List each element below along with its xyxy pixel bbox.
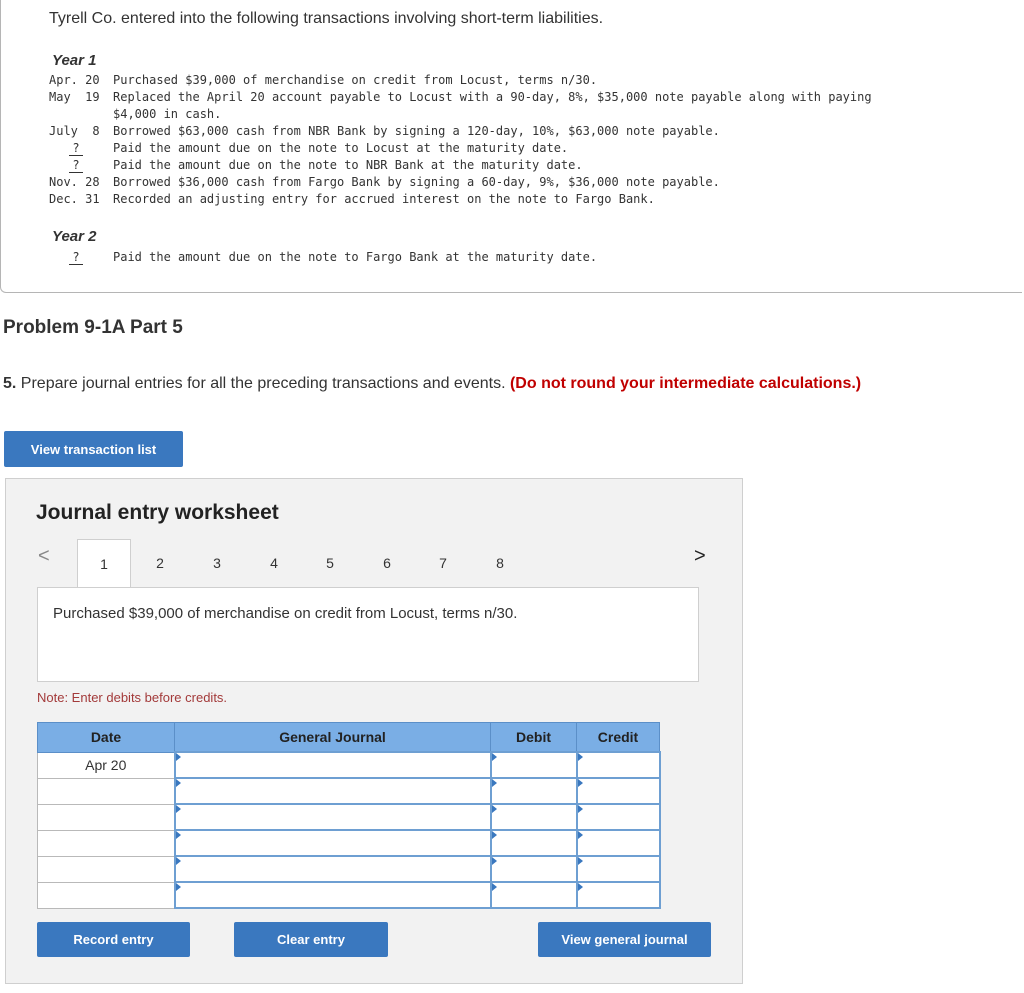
part-title: Problem 9-1A Part 5 [3,317,183,338]
tx-date-unknown: ? [50,249,102,266]
journal-entry-worksheet [5,478,743,984]
tx-date: Dec. 31 [49,192,100,206]
record-entry-button[interactable]: Record entry [37,922,190,957]
tx-date: July 8 [49,124,100,138]
tx-date: Apr. 20 [49,73,100,87]
tx-description: Paid the amount due on the note to Locust at the maturity date. [113,141,569,155]
tab-1[interactable]: 1 [77,539,131,588]
view-transaction-list-button[interactable]: View transaction list [4,431,183,467]
view-general-journal-button[interactable]: View general journal [538,922,711,957]
tab-7[interactable]: 7 [439,555,447,571]
tx-description: Paid the amount due on the note to NBR Bank at the maturity date. [113,158,583,172]
tx-date-unknown: ? [50,157,102,174]
year-1-heading: Year 1 [52,52,97,69]
tab-2[interactable]: 2 [156,555,164,571]
table-row [38,856,660,882]
debit-input[interactable] [491,882,577,908]
tx-description: Replaced the April 20 account payable to Locust with a 90-day, 8%, $35,000 note payable along with paying [113,90,872,104]
tx-description: Borrowed $36,000 cash from Fargo Bank by signing a 60-day, 9%, $36,000 note payable. [113,175,720,189]
account-input[interactable] [175,882,491,908]
table-row [38,752,660,778]
debit-input[interactable] [491,752,577,778]
date-cell [38,778,175,804]
date-cell: Apr 20 [38,752,175,778]
table-row [38,778,660,804]
table-row [38,882,660,908]
credit-input[interactable] [577,804,660,830]
tx-description: Borrowed $63,000 cash from NBR Bank by signing a 120-day, 10%, $63,000 note payable. [113,124,720,138]
tx-date-unknown: ? [50,140,102,157]
tab-5[interactable]: 5 [326,555,334,571]
tx-description: Recorded an adjusting entry for accrued interest on the note to Fargo Bank. [113,192,655,206]
table-row [38,804,660,830]
credit-input[interactable] [577,752,660,778]
chevron-left-icon[interactable]: < [38,545,50,567]
column-header-credit: Credit [577,723,660,753]
tab-3[interactable]: 3 [213,555,221,571]
credit-input[interactable] [577,778,660,804]
tx-description: Purchased $39,000 of merchandise on credit from Locust, terms n/30. [113,73,598,87]
debit-input[interactable] [491,778,577,804]
entry-note: Note: Enter debits before credits. [37,690,228,705]
account-input[interactable] [175,778,491,804]
credit-input[interactable] [577,882,660,908]
date-cell [38,856,175,882]
table-row [38,830,660,856]
tx-description: Paid the amount due on the note to Fargo Bank at the maturity date. [113,250,598,264]
tx-date: Nov. 28 [49,175,100,189]
date-cell [38,830,175,856]
tab-6[interactable]: 6 [383,555,391,571]
instruction: 5. Prepare journal entries for all the preceding transactions and events. (Do not round your intermediate calculations.) [3,375,862,392]
account-input[interactable] [175,856,491,882]
clear-entry-button[interactable]: Clear entry [234,922,388,957]
debit-input[interactable] [491,804,577,830]
journal-table [37,722,661,909]
problem-statement [0,0,1022,293]
tab-4[interactable]: 4 [270,555,278,571]
date-cell [38,804,175,830]
tx-description: $4,000 in cash. [113,107,222,121]
tab-8[interactable]: 8 [496,555,504,571]
debit-input[interactable] [491,856,577,882]
tx-date: May 19 [49,90,100,104]
transaction-description: Purchased $39,000 of merchandise on credit from Locust, terms n/30. [53,605,518,622]
problem-intro: Tyrell Co. entered into the following transactions involving short-term liabilities. [49,10,604,27]
chevron-right-icon[interactable]: > [694,545,706,567]
debit-input[interactable] [491,830,577,856]
year-2-heading: Year 2 [52,228,97,245]
date-cell [38,882,175,908]
transaction-description-box [37,587,699,682]
account-input[interactable] [175,752,491,778]
credit-input[interactable] [577,856,660,882]
column-header-debit: Debit [491,723,577,753]
account-input[interactable] [175,804,491,830]
worksheet-title: Journal entry worksheet [36,501,279,524]
column-header-date: Date [38,723,175,753]
account-input[interactable] [175,830,491,856]
credit-input[interactable] [577,830,660,856]
column-header-general-journal: General Journal [175,723,491,753]
